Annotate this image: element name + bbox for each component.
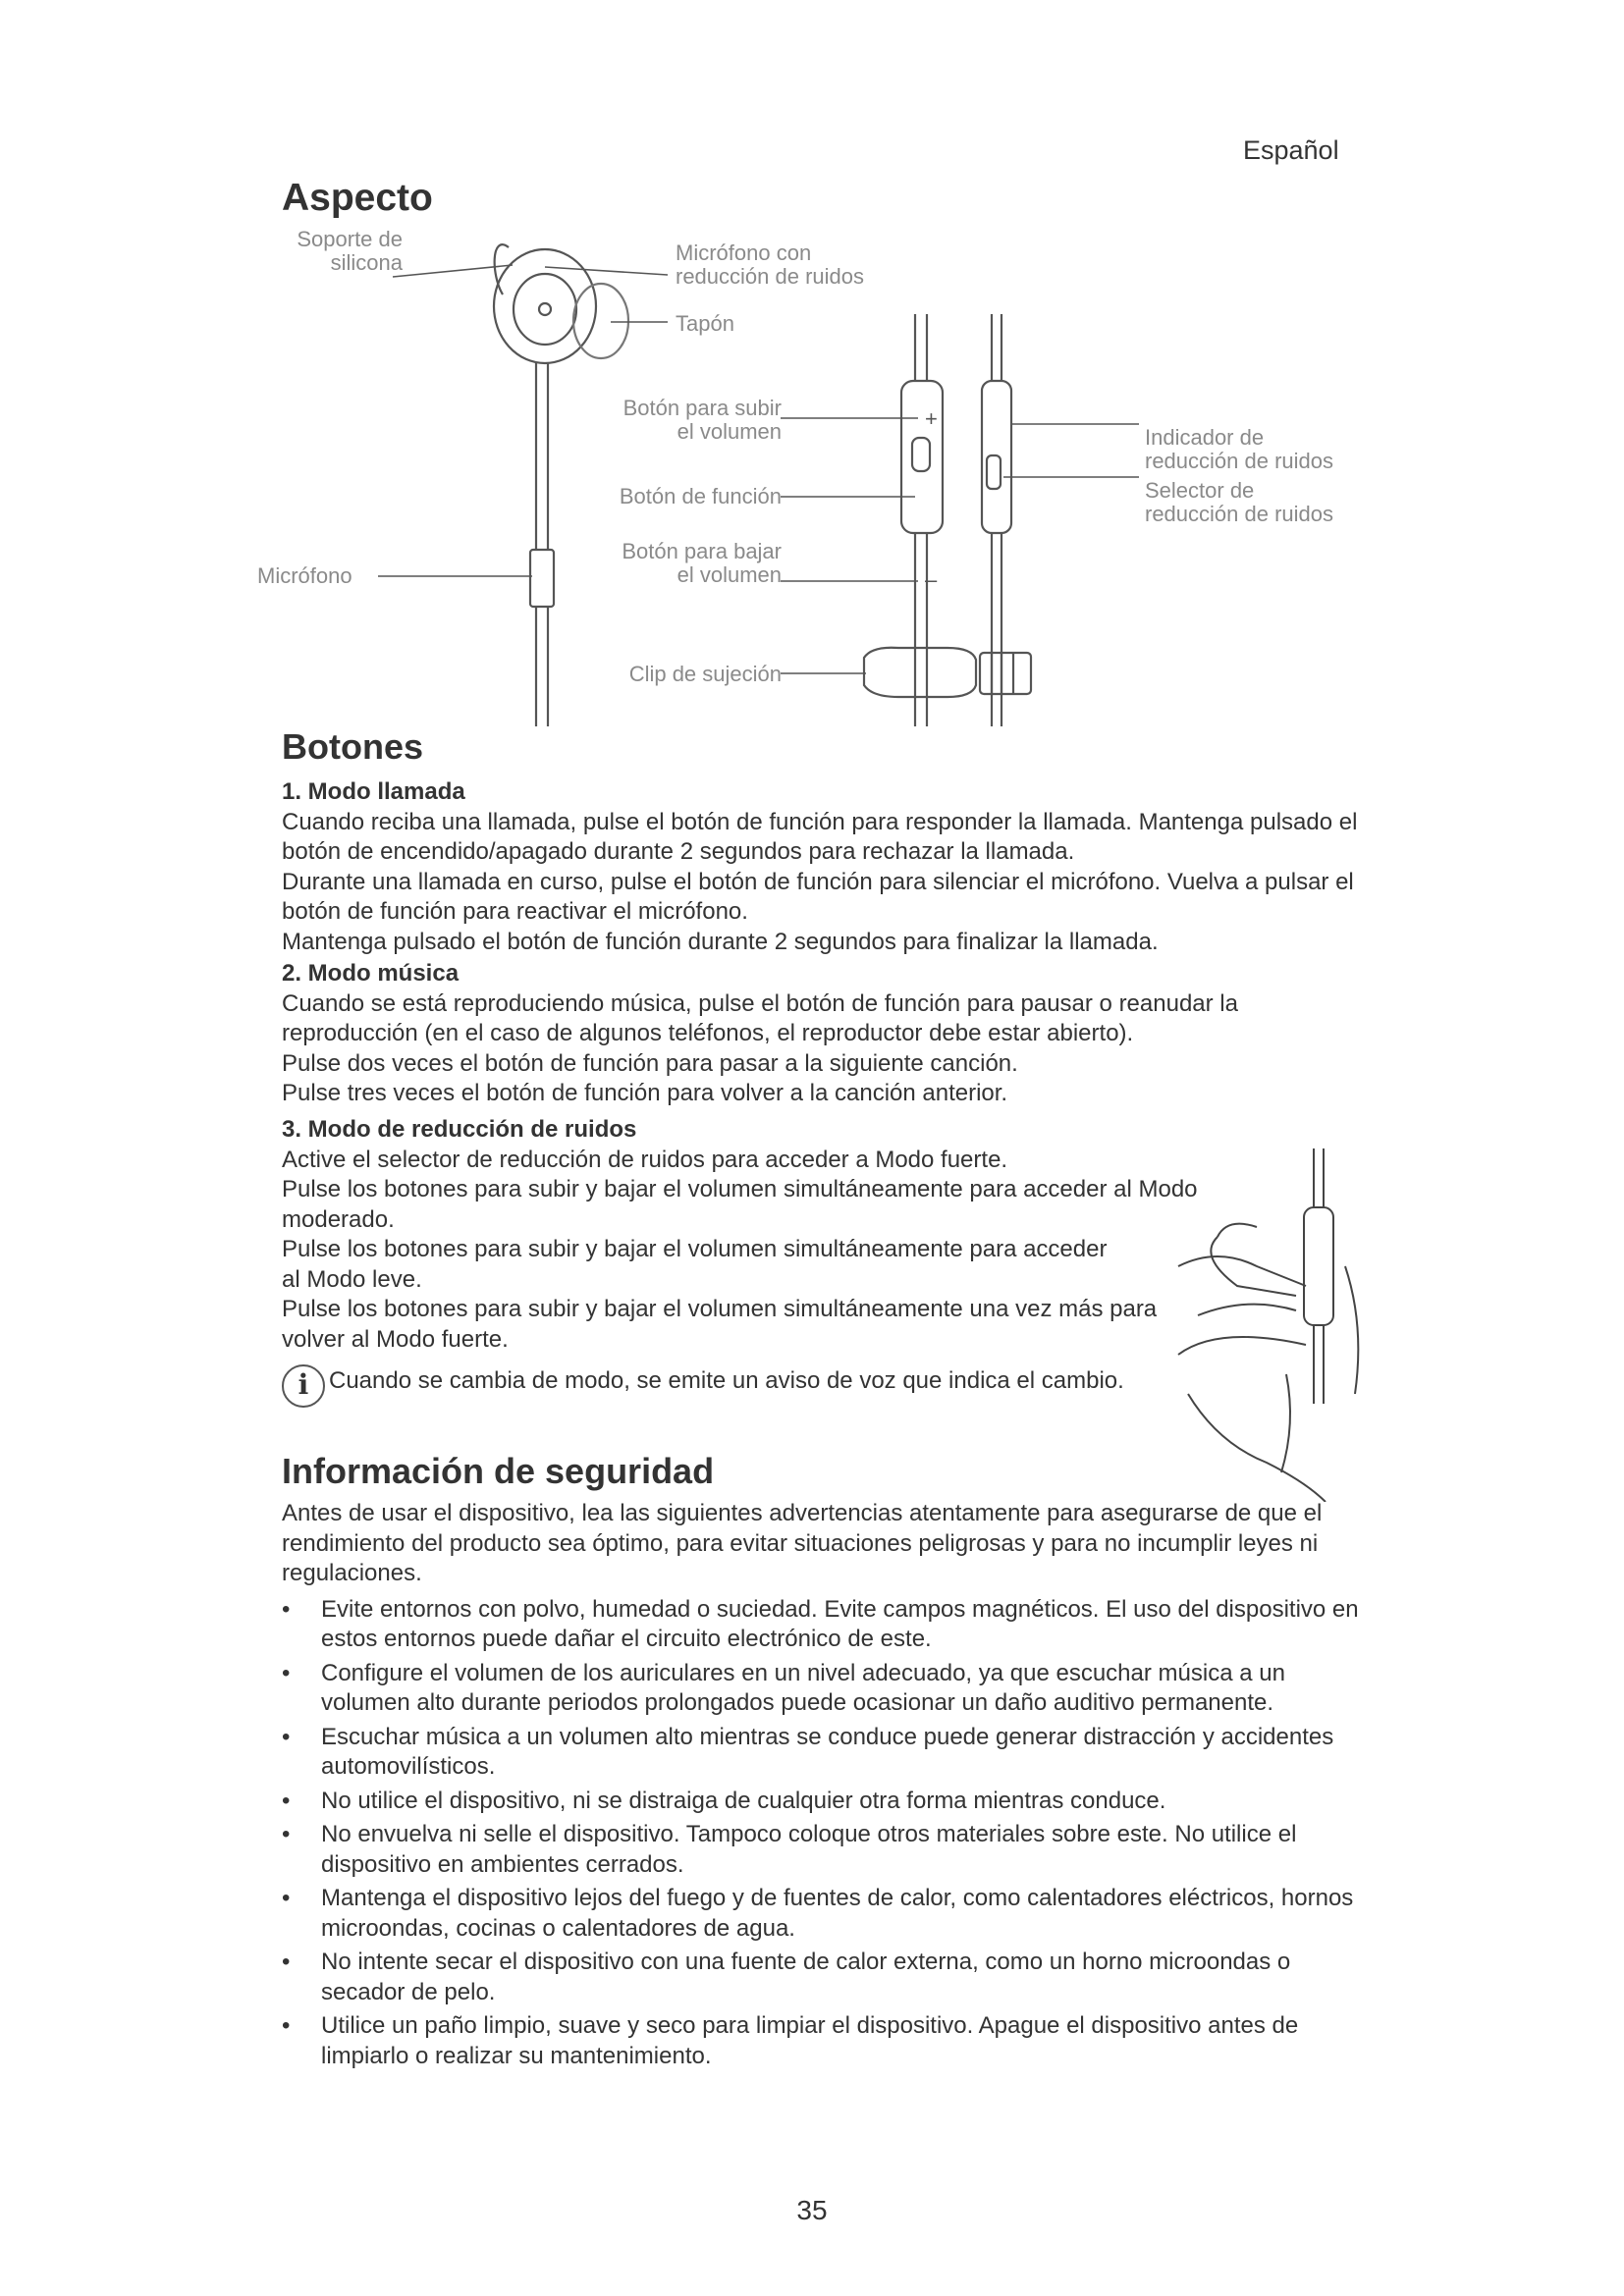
list-item: • Escuchar música a un volumen alto mientras se conduce puede generar distracción y accidentes automovilísticos. [282, 1723, 1362, 1783]
buttons-title: Botones [282, 726, 423, 767]
call-mode-text: Mantenga pulsado el botón de función durante 2 segundos para finalizar la llamada. [282, 928, 1159, 955]
label-vol-down: Botón para bajar el volumen [622, 539, 782, 587]
language-label: Español [1243, 135, 1339, 165]
label-clip: Clip de sujeción [628, 662, 782, 686]
list-item: • Utilice un paño limpio, suave y seco para limpiar el dispositivo. Apague el dispositivo antes de limpiarlo o realizar su mantenimiento. [282, 2011, 1362, 2071]
nc-note-text: Cuando se cambia de modo, se emite un aviso de voz que indica el cambio. [329, 1367, 1124, 1394]
label-microphone: Micrófono [257, 563, 352, 588]
label-vol-up: Botón para subir el volumen [623, 396, 782, 444]
safety-block [282, 1499, 1362, 2075]
remote-front [901, 381, 943, 533]
music-mode-text: Pulse dos veces el botón de función para pasar a la siguiente canción. [282, 1049, 1018, 1077]
function-button-shape [912, 438, 930, 471]
call-mode-text: Cuando reciba una llamada, pulse el botón de función para responder la llamada. Mantenga pulsado el botón de encendido/apagado durante 2 segundos para rechazar la llamada. [282, 808, 1358, 865]
call-mode-text: Durante una llamada en curso, pulse el botón de función para silenciar el micrófono. Vuelva a pulsar el botón de función para reactivar el micrófono. [282, 868, 1354, 925]
remote-in-hand [1304, 1207, 1333, 1325]
list-item: • No envuelva ni selle el dispositivo. Tampoco coloque otros materiales sobre este. No utilice el dispositivo en ambientes cerrados. [282, 1820, 1362, 1880]
list-item: • No utilice el dispositivo, ni se distraiga de cualquier otra forma mientras conduce. [282, 1787, 1362, 1817]
list-item: • Mantenga el dispositivo lejos del fuego y de fuentes de calor, como calentadores eléctricos, hornos microondas, cocinas o calentadores de agua. [282, 1884, 1362, 1944]
nc-mode-text: Pulse los botones para subir y bajar el volumen simultáneamente una vez más para volver al Modo fuerte. [282, 1296, 1158, 1353]
eartip [573, 284, 628, 358]
nc-note [282, 1364, 1146, 1408]
label-eartip: Tapón [676, 311, 734, 336]
earphone-diagram [245, 216, 1424, 736]
music-mode-heading: 2. Modo música [282, 960, 460, 987]
label-mic-nc: Micrófono con reducción de ruidos [676, 240, 865, 289]
list-item: • Configure el volumen de los auriculares en un nivel adecuado, ya que escuchar música a un volumen alto durante periodos prolongados puede ocasionar un daño auditivo permanente. [282, 1659, 1362, 1719]
label-function: Botón de función [619, 484, 782, 508]
nc-mode-heading: 3. Modo de reducción de ruidos [282, 1116, 637, 1143]
call-mode-heading: 1. Modo llamada [282, 778, 465, 805]
nc-mode-block [282, 1115, 1205, 1355]
minus-mark: – [925, 567, 938, 592]
page-number: 35 [796, 2195, 828, 2225]
appearance-title: Aspecto [282, 177, 433, 219]
safety-list [282, 1595, 1362, 2072]
music-mode-block [282, 959, 1362, 1109]
clip-shape [864, 648, 976, 697]
info-icon: i [282, 1364, 325, 1408]
remote-side [982, 381, 1011, 533]
nc-mode-text: Active el selector de reducción de ruidos para acceder a Modo fuerte. [282, 1146, 1008, 1173]
safety-intro: Antes de usar el dispositivo, lea las siguientes advertencias atentamente para asegurarse de que el rendimiento del producto sea óptimo, para evitar situaciones peligrosas y para no incumplir leyes ni regulaciones. [282, 1500, 1323, 1586]
nc-mode-text: Pulse los botones para subir y bajar el volumen simultáneamente para acceder al Modo leve. [282, 1236, 1108, 1293]
clip-side-shape [980, 653, 1031, 694]
label-nc-indicator: Indicador de reducción de ruidos [1145, 425, 1334, 473]
call-mode-block [282, 777, 1362, 957]
nc-mode-text: Pulse los botones para subir y bajar el volumen simultáneamente para acceder al Modo moderado. [282, 1176, 1198, 1233]
label-nc-selector: Selector de reducción de ruidos [1145, 478, 1334, 526]
plus-mark: + [925, 406, 938, 431]
music-mode-text: Pulse tres veces el botón de función para volver a la canción anterior. [282, 1080, 1008, 1106]
music-mode-text: Cuando se está reproduciendo música, pulse el botón de función para pausar o reanudar la reproducción (en el caso de algunos teléfonos, el reproductor debe estar abierto). [282, 989, 1238, 1046]
list-item: • No intente secar el dispositivo con una fuente de calor externa, como un horno microondas o secador de pelo. [282, 1948, 1362, 2007]
list-item: • Evite entornos con polvo, humedad o suciedad. Evite campos magnéticos. El uso del dispositivo en estos entornos puede dañar el circuito electrónico de este. [282, 1595, 1362, 1655]
safety-title: Información de seguridad [282, 1451, 715, 1491]
hand-remote-illustration [1159, 1148, 1384, 1502]
label-silicone: Soporte de silicona [297, 227, 403, 275]
